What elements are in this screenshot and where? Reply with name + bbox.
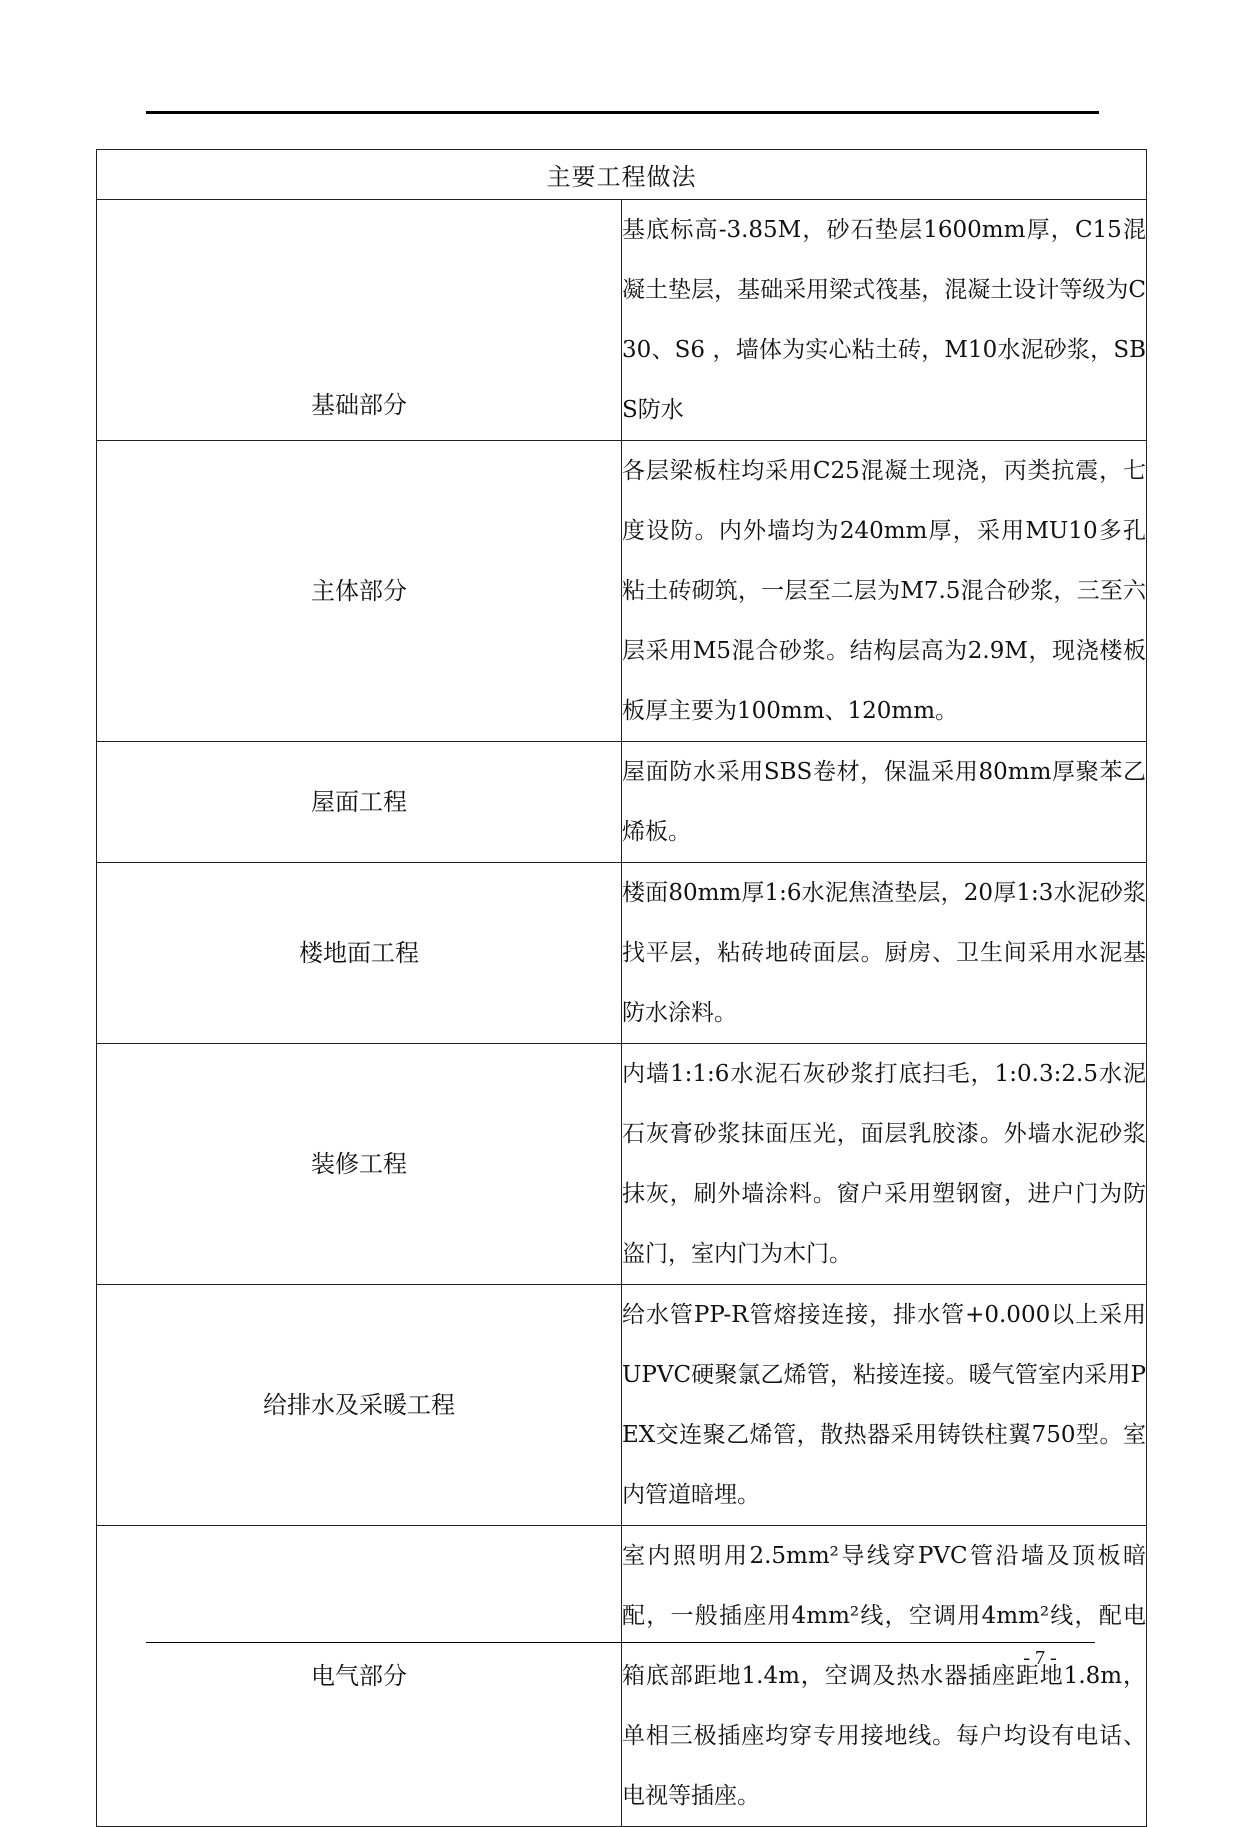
table-title-row [97, 150, 1147, 200]
table-row [97, 863, 1147, 1044]
table-row [97, 1285, 1147, 1526]
row-label: 基础部分 [97, 200, 622, 441]
row-label: 主体部分 [97, 441, 622, 742]
row-label: 装修工程 [97, 1044, 622, 1285]
row-description: 楼面80mm厚1:6水泥焦渣垫层，20厚1:3水泥砂浆找平层，粘砖地砖面层。厨房、卫生间采用水泥基防水涂料。 [622, 863, 1147, 1044]
table-row [97, 1044, 1147, 1285]
row-description: 各层梁板柱均采用C25混凝土现浇，丙类抗震，七度设防。内外墙均为240mm厚，采用MU10多孔粘土砖砌筑，一层至二层为M7.5混合砂浆，三至六层采用M5混合砂浆。结构层高为2.9M，现浇楼板板厚主要为100mm、120mm。 [622, 441, 1147, 742]
row-description: 内墙1:1:6水泥石灰砂浆打底扫毛，1:0.3:2.5水泥石灰膏砂浆抹面压光，面层乳胶漆。外墙水泥砂浆抹灰，刷外墙涂料。窗户采用塑钢窗，进户门为防盗门，室内门为木门。 [622, 1044, 1147, 1285]
header-rule [146, 111, 1099, 114]
row-description: 屋面防水采用SBS卷材，保温采用80mm厚聚苯乙烯板。 [622, 742, 1147, 863]
row-description: 室内照明用2.5mm²导线穿PVC管沿墙及顶板暗配，一般插座用4mm²线，空调用4mm²线，配电箱底部距地1.4m，空调及热水器插座距地1.8m，单相三极插座均穿专用接地线。每户均设有电话、电视等插座。 [622, 1526, 1147, 1827]
row-label: 屋面工程 [97, 742, 622, 863]
construction-methods-table [96, 149, 1147, 1827]
row-description: 基底标高-3.85M，砂石垫层1600mm厚，C15混凝土垫层，基础采用梁式筏基，混凝土设计等级为C30、S6 ，墙体为实心粘土砖，M10水泥砂浆，SBS防水 [622, 200, 1147, 441]
page-number: - 7 - [1023, 1647, 1057, 1669]
row-label: 楼地面工程 [97, 863, 622, 1044]
table-row [97, 1526, 1147, 1827]
table-row [97, 441, 1147, 742]
table-row [97, 200, 1147, 441]
row-label: 电气部分 [97, 1526, 622, 1827]
row-description: 给水管PP-R管熔接连接，排水管+0.000以上采用UPVC硬聚氯乙烯管，粘接连接。暖气管室内采用PEX交连聚乙烯管，散热器采用铸铁柱翼750型。室内管道暗埋。 [622, 1285, 1147, 1526]
table-title: 主要工程做法 [97, 150, 1147, 200]
table-row [97, 742, 1147, 863]
footer-rule [146, 1642, 1095, 1643]
row-label: 给排水及采暖工程 [97, 1285, 622, 1526]
